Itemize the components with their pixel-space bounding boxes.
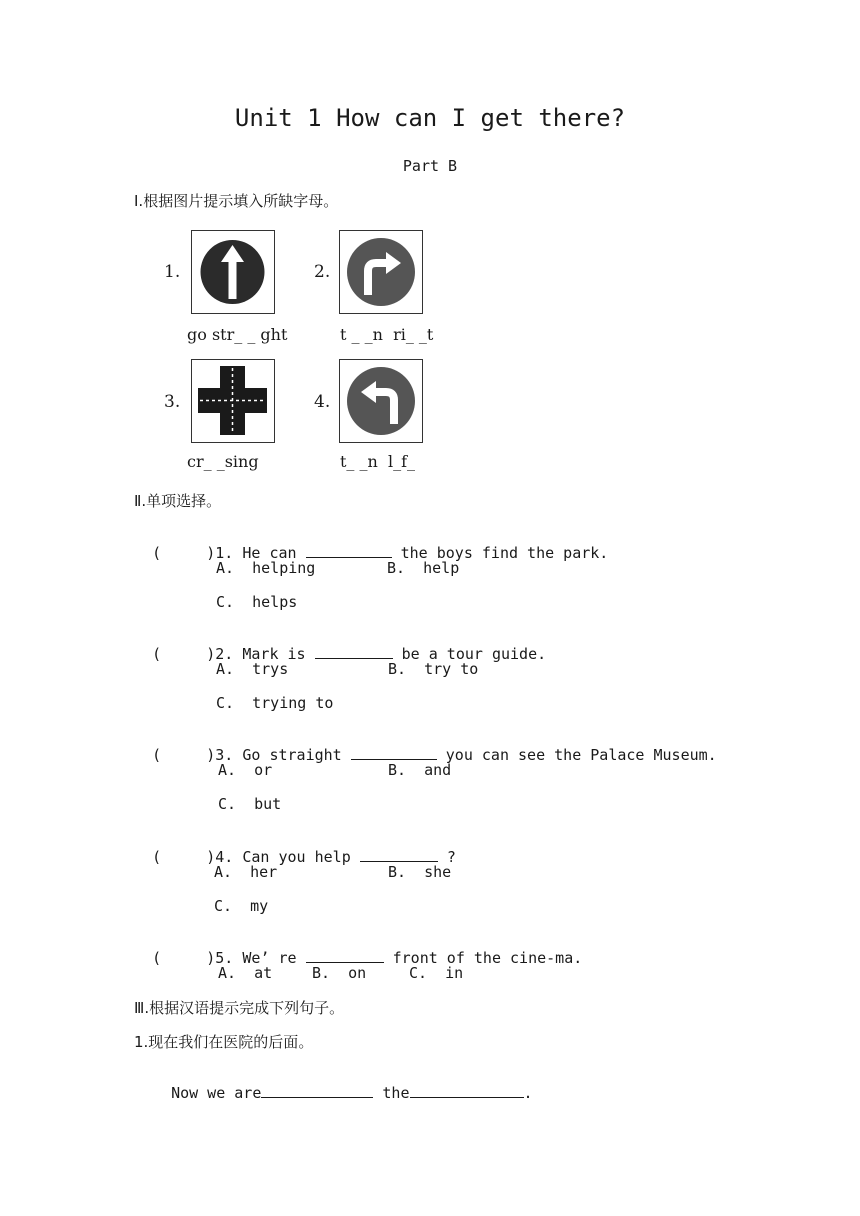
answer-blank[interactable]	[261, 1083, 373, 1098]
question-1	[134, 525, 608, 562]
answer-parentheses[interactable]: ( )	[152, 949, 216, 967]
answer-blank[interactable]	[360, 847, 438, 862]
option-a[interactable]: A. her	[214, 863, 278, 881]
option-c[interactable]: C. trying to	[216, 694, 334, 712]
question-text: Mark is	[242, 645, 306, 663]
section-3-heading: Ⅲ.根据汉语提示完成下列句子。	[134, 999, 345, 1017]
sign-turn-left	[339, 359, 423, 443]
sign-turn-right	[339, 230, 423, 314]
answer-blank[interactable]	[306, 948, 384, 963]
turn-right-arrow-icon	[340, 231, 421, 312]
question-text: ?	[446, 848, 456, 866]
sentence-text: Now we are	[171, 1084, 262, 1102]
question-4	[134, 829, 456, 866]
question-number: 2.	[215, 645, 234, 663]
option-b[interactable]: B. she	[388, 863, 452, 881]
section-2-heading: Ⅱ.单项选择。	[134, 492, 222, 510]
section-1-heading: Ⅰ.根据图片提示填入所缺字母。	[134, 192, 339, 210]
sign-caption: t_ _n l_f_	[340, 452, 416, 471]
answer-blank[interactable]	[315, 644, 393, 659]
crossing-icon	[192, 360, 273, 441]
option-a[interactable]: A. helping	[216, 559, 316, 577]
question-text: front of the cine-ma.	[392, 949, 583, 967]
answer-parentheses[interactable]: ( )	[152, 645, 216, 663]
sign-number: 2.	[314, 262, 331, 282]
option-b[interactable]: B. try to	[388, 660, 479, 678]
sign-caption: t _ _n ri_ _t	[340, 325, 434, 344]
sign-straight	[191, 230, 275, 314]
question-2	[134, 626, 546, 663]
page-title: Unit 1 How can I get there?	[234, 104, 626, 132]
option-b[interactable]: B. on	[312, 964, 367, 982]
sentence-text: the	[382, 1084, 410, 1102]
answer-parentheses[interactable]: ( )	[152, 848, 216, 866]
sentence-text: .	[523, 1084, 533, 1102]
answer-blank[interactable]	[351, 745, 437, 760]
sign-crossing	[191, 359, 275, 443]
sign-number: 3.	[164, 392, 181, 412]
option-c[interactable]: C. helps	[216, 593, 298, 611]
answer-parentheses[interactable]: ( )	[152, 544, 216, 562]
option-b[interactable]: B. and	[388, 761, 452, 779]
option-c[interactable]: C. but	[218, 795, 282, 813]
option-a[interactable]: A. or	[218, 761, 273, 779]
question-5	[134, 930, 582, 967]
option-c[interactable]: C. my	[214, 897, 269, 915]
answer-parentheses[interactable]: ( )	[152, 746, 216, 764]
question-text: He can	[242, 544, 297, 562]
question-text: be a tour guide.	[401, 645, 547, 663]
question-text: the boys find the park.	[400, 544, 609, 562]
question-text: Go straight	[242, 746, 342, 764]
question-3	[134, 727, 717, 764]
sign-caption: go str_ _ ght	[187, 325, 288, 344]
straight-arrow-icon	[192, 231, 273, 312]
question-text: Can you help	[242, 848, 351, 866]
question-number: 4.	[215, 848, 234, 866]
question-number: 3.	[215, 746, 234, 764]
answer-blank[interactable]	[306, 543, 392, 558]
sign-number: 1.	[164, 262, 181, 282]
question-text: you can see the Palace Museum.	[445, 746, 717, 764]
question-text: We’ re	[242, 949, 297, 967]
question-number: 1.	[215, 544, 234, 562]
turn-left-arrow-icon	[340, 360, 421, 441]
question-number: 5.	[215, 949, 234, 967]
sign-number: 4.	[314, 392, 331, 412]
option-a[interactable]: A. at	[218, 964, 273, 982]
page-subtitle: Part B	[402, 157, 458, 175]
option-a[interactable]: A. trys	[216, 660, 289, 678]
option-c[interactable]: C. in	[409, 964, 464, 982]
translation-sentence	[153, 1065, 533, 1102]
translation-prompt: 1.现在我们在医院的后面。	[134, 1033, 314, 1051]
sign-caption: cr_ _sing	[187, 452, 259, 471]
answer-blank[interactable]	[410, 1083, 524, 1098]
option-b[interactable]: B. help	[387, 559, 460, 577]
